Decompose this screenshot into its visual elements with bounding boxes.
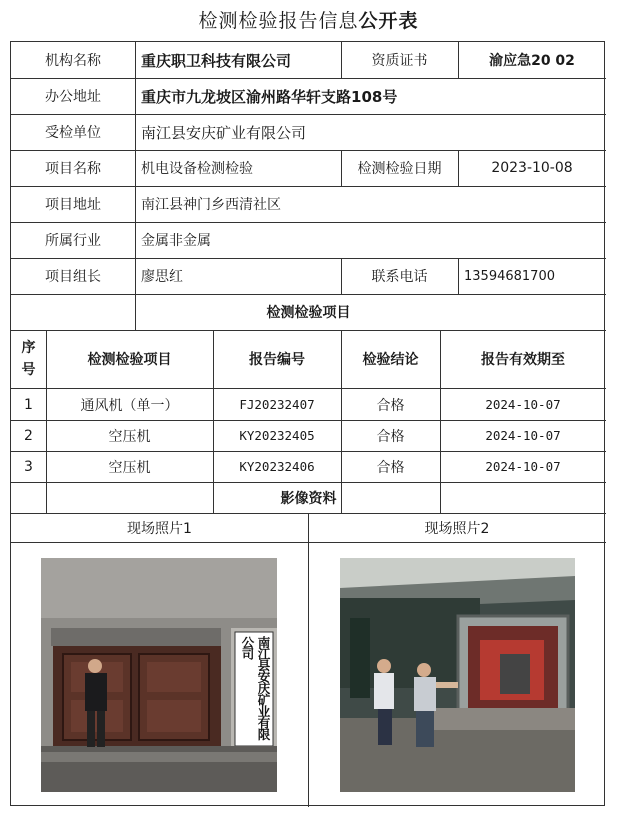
addr-value: 重庆市九龙坡区渝州路华轩支路108号 (141, 87, 398, 106)
item-report: FJ20232407 (239, 397, 315, 412)
col-header-report: 报告编号 (249, 352, 305, 368)
site-photo-1 (41, 558, 277, 792)
item-report: KY20232406 (239, 459, 315, 474)
phone-value: 13594681700 (464, 268, 555, 284)
org-value: 重庆职卫科技有限公司 (141, 51, 292, 70)
date-value: 2023-10-08 (491, 160, 573, 176)
photo2-label: 现场照片2 (424, 520, 490, 537)
item-no: 1 (24, 396, 33, 413)
col-header-valid: 报告有效期至 (481, 352, 565, 368)
inspected-value: 南江县安庆矿业有限公司 (141, 123, 307, 142)
photo1-label: 现场照片1 (127, 520, 192, 537)
items-section-title: 检测检验项目 (266, 305, 351, 321)
item-valid: 2024-10-07 (485, 459, 561, 474)
item-name: 空压机 (108, 428, 151, 445)
page-title: 检测检验报告信息公开表 (198, 10, 419, 32)
col-header-result: 检验结论 (362, 352, 419, 368)
images-section-title: 影像资料 (280, 490, 337, 507)
item-valid: 2024-10-07 (485, 397, 561, 412)
item-no: 3 (24, 458, 33, 475)
col-header-name: 检测检验项目 (87, 352, 172, 368)
industry-label: 所属行业 (45, 233, 101, 249)
date-label: 检测检验日期 (357, 161, 442, 177)
site-photo-2 (340, 558, 575, 792)
cert-value: 渝应急20 02 (489, 53, 575, 69)
phone-label: 联系电话 (371, 269, 428, 285)
org-label: 机构名称 (45, 53, 101, 69)
report-table (10, 41, 605, 806)
company-sign: 南江县安庆矿业有限公司 (240, 636, 271, 740)
item-no: 2 (24, 427, 33, 444)
addr-label: 办公地址 (45, 89, 101, 105)
site-label: 项目地址 (45, 197, 101, 213)
item-valid: 2024-10-07 (485, 428, 561, 443)
cert-label: 资质证书 (371, 53, 428, 69)
project-value: 机电设备检测检验 (141, 161, 253, 177)
item-result: 合格 (376, 397, 405, 414)
leader-label: 项目组长 (45, 269, 101, 285)
item-name: 通风机（单一） (80, 397, 179, 414)
project-label: 项目名称 (45, 161, 101, 177)
item-result: 合格 (376, 428, 405, 445)
leader-value: 廖思红 (141, 269, 183, 285)
item-result: 合格 (376, 459, 405, 476)
industry-value: 金属非金属 (141, 233, 211, 249)
site-value: 南江县神门乡西清社区 (141, 197, 281, 213)
item-name: 空压机 (108, 459, 151, 476)
machinery-scene (340, 558, 575, 792)
inspected-label: 受检单位 (45, 125, 101, 141)
item-report: KY20232405 (239, 428, 315, 443)
col-header-no: 序号 (21, 340, 36, 378)
